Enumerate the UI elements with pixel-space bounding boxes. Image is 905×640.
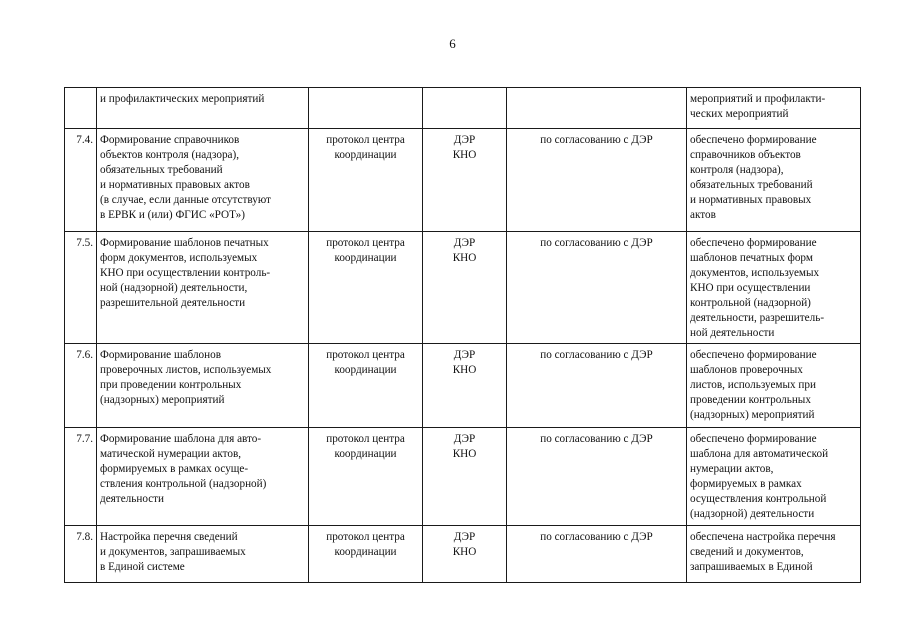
item-result: обеспечено формирование справочников объектов контроля (надзора), обязательных требований и нормативных правовых актов bbox=[687, 129, 861, 232]
item-responsible: ДЭР КНО bbox=[423, 129, 507, 232]
item-deadline: по согласованию с ДЭР bbox=[507, 344, 687, 428]
item-deadline bbox=[507, 88, 687, 129]
item-responsible: ДЭР КНО bbox=[423, 344, 507, 428]
page-number: 6 bbox=[449, 36, 456, 51]
item-number: 7.7. bbox=[65, 428, 97, 526]
item-result: обеспечено формирование шаблона для автоматической нумерации актов, формируемых в рамках осуществления контрольной (надзорной) деятельности bbox=[687, 428, 861, 526]
item-document: протокол центра координации bbox=[309, 129, 423, 232]
item-name: и профилактических мероприятий bbox=[97, 88, 309, 129]
table-row bbox=[65, 428, 861, 526]
plan-table bbox=[64, 87, 861, 583]
item-document: протокол центра координации bbox=[309, 428, 423, 526]
item-deadline: по согласованию с ДЭР bbox=[507, 129, 687, 232]
item-name: Формирование справочников объектов контроля (надзора), обязательных требований и нормативных правовых актов (в случае, если данные отсутствуют в ЕРВК и (или) ФГИС «РОТ») bbox=[97, 129, 309, 232]
item-document: протокол центра координации bbox=[309, 526, 423, 583]
item-deadline: по согласованию с ДЭР bbox=[507, 428, 687, 526]
item-document bbox=[309, 88, 423, 129]
table-row bbox=[65, 129, 861, 232]
table-row bbox=[65, 88, 861, 129]
item-number: 7.8. bbox=[65, 526, 97, 583]
item-result: обеспечено формирование шаблонов проверочных листов, используемых при проведении контрольных (надзорных) мероприятий bbox=[687, 344, 861, 428]
table-row bbox=[65, 344, 861, 428]
item-number bbox=[65, 88, 97, 129]
item-number: 7.4. bbox=[65, 129, 97, 232]
item-responsible bbox=[423, 88, 507, 129]
item-name: Настройка перечня сведений и документов, запрашиваемых в Единой системе bbox=[97, 526, 309, 583]
item-responsible: ДЭР КНО bbox=[423, 526, 507, 583]
item-document: протокол центра координации bbox=[309, 232, 423, 344]
table-row bbox=[65, 526, 861, 583]
item-number: 7.6. bbox=[65, 344, 97, 428]
item-name: Формирование шаблонов проверочных листов, используемых при проведении контрольных (надзорных) мероприятий bbox=[97, 344, 309, 428]
item-name: Формирование шаблона для авто- матической нумерации актов, формируемых в рамках осуще- ствления контрольной (надзорной) деятельности bbox=[97, 428, 309, 526]
item-result: мероприятий и профилакти- ческих мероприятий bbox=[687, 88, 861, 129]
table-row bbox=[65, 232, 861, 344]
item-responsible: ДЭР КНО bbox=[423, 232, 507, 344]
item-document: протокол центра координации bbox=[309, 344, 423, 428]
item-result: обеспечено формирование шаблонов печатных форм документов, используемых КНО при осуществлении контрольной (надзорной) деятельности, разрешитель- ной деятельности bbox=[687, 232, 861, 344]
item-number: 7.5. bbox=[65, 232, 97, 344]
item-deadline: по согласованию с ДЭР bbox=[507, 526, 687, 583]
item-deadline: по согласованию с ДЭР bbox=[507, 232, 687, 344]
item-result: обеспечена настройка перечня сведений и документов, запрашиваемых в Единой bbox=[687, 526, 861, 583]
item-responsible: ДЭР КНО bbox=[423, 428, 507, 526]
item-name: Формирование шаблонов печатных форм документов, используемых КНО при осуществлении контроль- ной (надзорной) деятельности, разрешительной деятельности bbox=[97, 232, 309, 344]
